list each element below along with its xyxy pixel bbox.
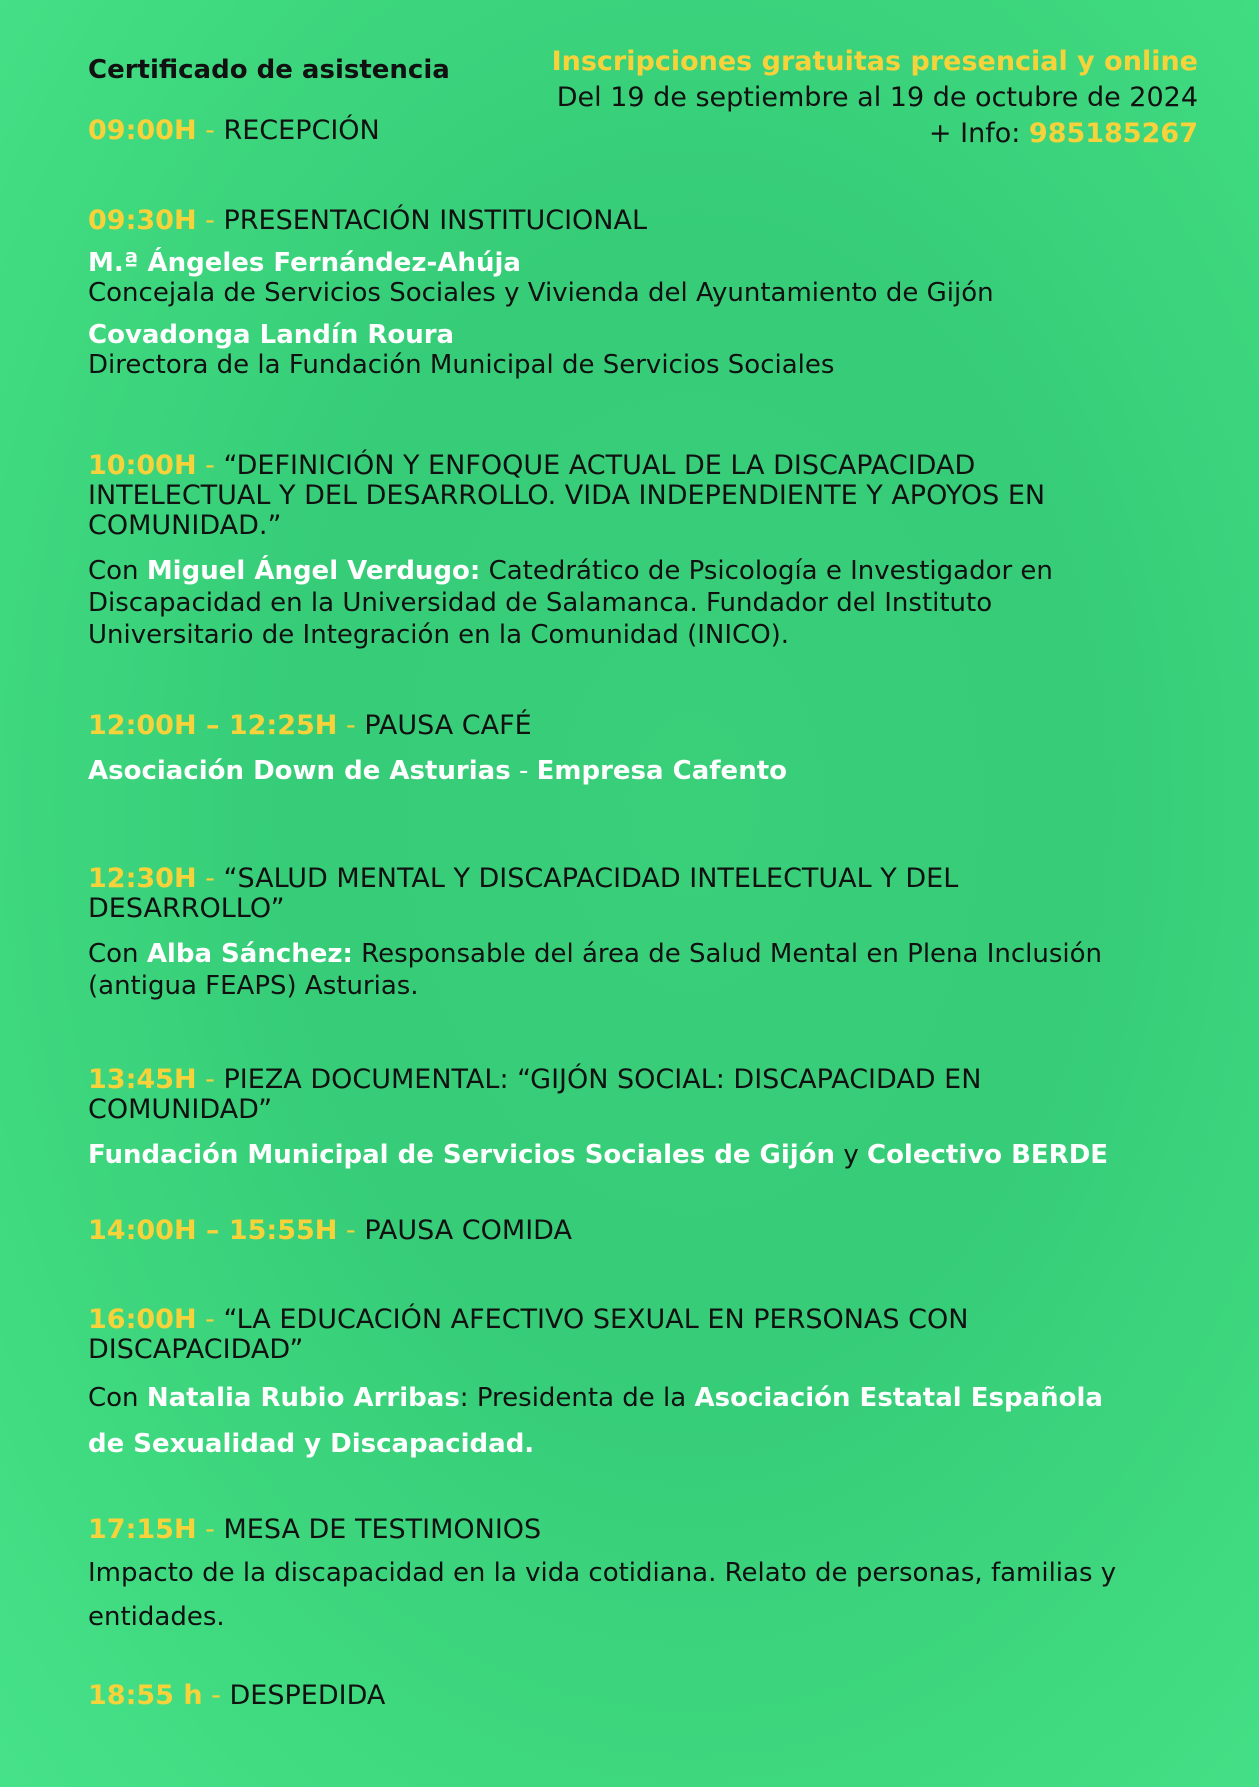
session-mental-health [88, 864, 1148, 1002]
sponsor-name: Asociación Down de Asturias [88, 756, 511, 786]
session-title: “DEFINICIÓN Y ENFOQUE ACTUAL DE LA DISCAPACIDAD INTELECTUAL Y DEL DESARROLLO. VIDA INDEPENDIENTE Y APOYOS EN COMUNIDAD.” [88, 450, 1046, 541]
session-heading [88, 1681, 1148, 1711]
time-separator: - [196, 205, 224, 236]
speaker-block [88, 320, 1148, 380]
speaker-block [88, 248, 1148, 308]
speaker-name: Alba Sánchez: [146, 939, 353, 969]
session-title: “LA EDUCACIÓN AFECTIVO SEXUAL EN PERSONAS CON DISCAPACIDAD” [88, 1304, 969, 1365]
time-separator: - [202, 1680, 230, 1711]
sponsor-joiner: - [510, 756, 537, 786]
session-institutional [88, 206, 1148, 380]
con-label: Con [88, 939, 147, 969]
session-heading [88, 116, 1148, 146]
time-separator: - [337, 710, 365, 741]
session-heading [88, 864, 1048, 924]
session-heading [88, 451, 1088, 541]
speaker-description [88, 555, 1098, 651]
session-time: 12:00H – 12:25H [88, 710, 338, 741]
speaker-name: Miguel Ángel Verdugo: [146, 556, 481, 586]
speaker-role: Directora de la Fundación Municipal de Servicios Sociales [88, 350, 835, 380]
sponsor-line [88, 1139, 1148, 1171]
speaker-description [88, 938, 1128, 1002]
session-title: “SALUD MENTAL Y DISCAPACIDAD INTELECTUAL Y DEL DESARROLLO” [88, 863, 959, 924]
time-separator: - [337, 1215, 365, 1246]
time-separator: - [196, 1064, 224, 1095]
session-testimonies [88, 1515, 1148, 1639]
sponsor-line [88, 755, 1148, 787]
time-separator: - [196, 115, 224, 146]
speaker-description [88, 1375, 1138, 1467]
sponsor-joiner: y [835, 1140, 867, 1170]
session-heading [88, 711, 1148, 741]
speaker-name: M.ª Ángeles Fernández-Ahúja [88, 248, 521, 278]
session-heading [88, 1065, 1088, 1125]
speaker-role: Concejala de Servicios Sociales y Vivienda del Ayuntamiento de Gijón [88, 278, 994, 308]
session-heading [88, 1515, 1148, 1545]
time-separator: - [196, 1304, 224, 1335]
con-label: Con [88, 1383, 147, 1413]
sponsor-name: Fundación Municipal de Servicios Sociales de Gijón [88, 1140, 836, 1170]
speaker-name: Natalia Rubio Arribas [146, 1383, 460, 1413]
session-title: PIEZA DOCUMENTAL: “GIJÓN SOCIAL: DISCAPACIDAD EN COMUNIDAD” [88, 1064, 982, 1125]
time-separator: - [196, 450, 224, 481]
session-farewell [88, 1681, 1148, 1711]
con-label: Con [88, 556, 147, 586]
speaker-role: Responsable del área de Salud Mental en Plena Inclusión (antigua FEAPS) Asturias. [88, 939, 1103, 1001]
session-time: 16:00H [88, 1304, 197, 1335]
time-separator: - [196, 1514, 224, 1545]
session-heading [88, 1305, 1048, 1365]
registration-text: Inscripciones gratuitas presencial y online [551, 46, 1198, 77]
session-title: RECEPCIÓN [223, 115, 380, 146]
speaker-name: Covadonga Landín Roura [88, 320, 455, 350]
session-title: PAUSA CAFÉ [364, 710, 532, 741]
session-heading [88, 206, 1148, 236]
session-description: Impacto de la discapacidad en la vida cotidiana. Relato de personas, familias y entidades. [88, 1558, 1117, 1632]
session-lunch-break [88, 1216, 1148, 1246]
session-title: PRESENTACIÓN INSTITUCIONAL [223, 205, 647, 236]
session-title: DESPEDIDA [229, 1680, 386, 1711]
certificate-label: Certificado de asistencia [88, 55, 450, 85]
session-sexual-education [88, 1305, 1148, 1467]
session-time: 17:15H [88, 1514, 197, 1545]
session-time: 12:30H [88, 863, 197, 894]
session-time: 14:00H – 15:55H [88, 1215, 338, 1246]
session-title: MESA DE TESTIMONIOS [223, 1514, 542, 1545]
session-definition [88, 451, 1148, 651]
session-time: 18:55 h [88, 1680, 203, 1711]
sponsor-name: Empresa Cafento [536, 756, 787, 786]
session-documentary [88, 1065, 1148, 1171]
session-heading [88, 1216, 1148, 1246]
dates-text: Del 19 de septiembre al 19 de octubre de 2024 [556, 82, 1198, 113]
speaker-role: Catedrático de Psicología e Investigador en Discapacidad en la Universidad de Salamanca. Fundador del Instituto Universitario de Integración en la Comunidad (INICO). [88, 556, 1053, 650]
session-time: 09:00H [88, 115, 197, 146]
info-phone[interactable]: 985185267 [1028, 118, 1198, 149]
session-title: PAUSA COMIDA [364, 1215, 572, 1246]
session-coffee-break [88, 711, 1148, 787]
organization-name: Asociación Estatal Española de Sexualidad y Discapacidad. [88, 1383, 1103, 1459]
info-label: + Info: [928, 118, 1029, 149]
sponsor-name: Colectivo BERDE [866, 1140, 1109, 1170]
program-page [88, 0, 1198, 1787]
speaker-role: : Presidenta de la [459, 1383, 695, 1413]
time-separator: - [196, 863, 224, 894]
session-reception [88, 116, 1148, 146]
session-time: 10:00H [88, 450, 197, 481]
session-time: 09:30H [88, 205, 197, 236]
session-time: 13:45H [88, 1064, 197, 1095]
